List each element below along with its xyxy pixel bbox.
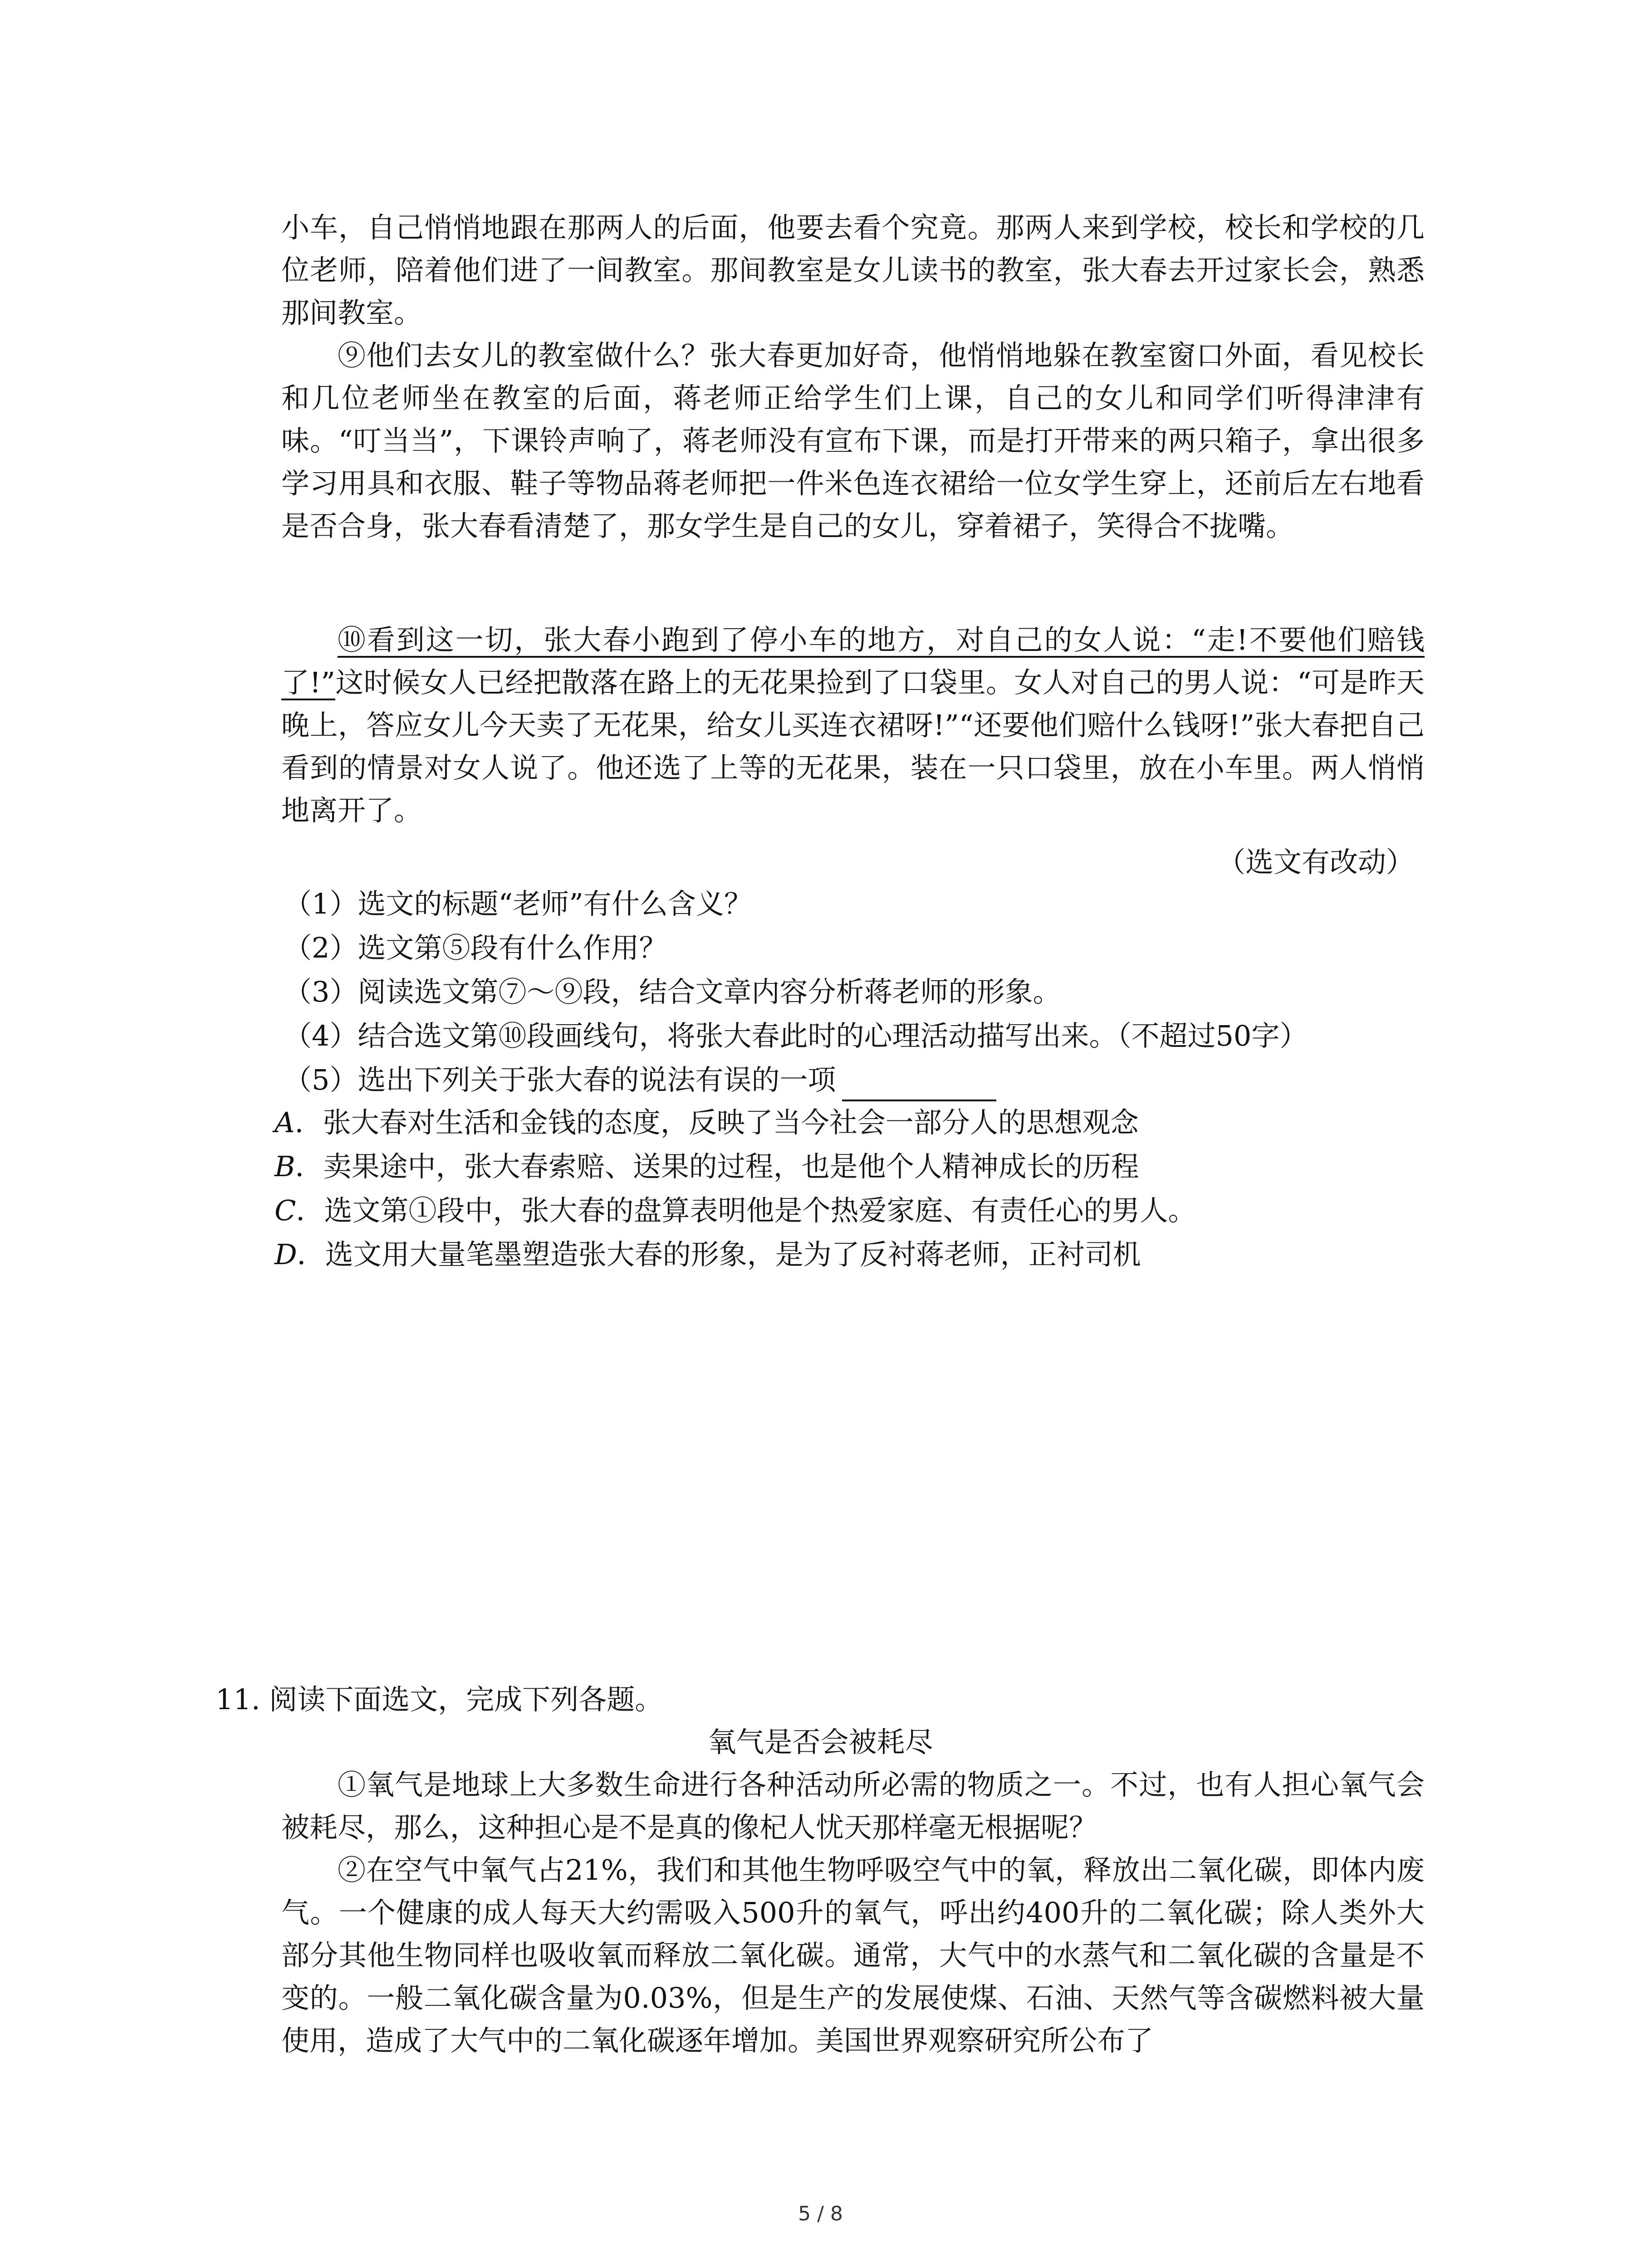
option-d	[274, 1233, 1141, 1276]
option-letter: A	[274, 1106, 295, 1139]
option-text: ．选文用大量笔墨塑造张大春的形象，是为了反衬蒋老师，正衬司机	[297, 1238, 1141, 1271]
option-letter: D	[274, 1238, 297, 1271]
page-number: 5 / 8	[798, 2202, 843, 2225]
answer-blank	[842, 1072, 996, 1101]
option-c	[274, 1189, 1196, 1232]
option-text: ．卖果途中，张大春索赔、送果的过程，也是他个人精神成长的历程	[295, 1150, 1139, 1183]
source-note	[1217, 841, 1414, 884]
option-b	[274, 1145, 1139, 1188]
option-a	[274, 1101, 1139, 1144]
question-5	[284, 1059, 996, 1101]
story-paragraph-text: 小车，自己悄悄地跟在那两人的后面，他要去看个究竟。那两人来到学校，校长和学校的几位老师，陪着他们进了一间教室。那间教室是女儿读书的教室，张大春去开过家长会，熟悉那间教室。	[281, 211, 1425, 329]
story-paragraph-continued	[281, 206, 1425, 334]
question-4: （4）结合选文第⑩段画线句，将张大春此时的心理活动描写出来。（不超过50字）	[284, 1019, 1308, 1052]
source-note-text: （选文有改动）	[1217, 846, 1414, 879]
option-text: ．选文第①段中，张大春的盘算表明他是个热爱家庭、有责任心的男人。	[296, 1194, 1196, 1227]
question-5-text: （5）选出下列关于张大春的说法有误的一项	[284, 1063, 836, 1096]
story-paragraph-text: ⑨他们去女儿的教室做什么？张大春更加好奇，他悄悄地躲在教室窗口外面，看见校长和几位老师坐在教室的后面，蒋老师正给学生们上课，自己的女儿和同学们听得津津有味。“叮当当”，下课铃声响了，蒋老师没有宣布下课，而是打开带来的两只箱子，拿出很多学习用具和衣服、鞋子等物品蒋老师把一件米色连衣裙给一位女学生穿上，还前后左右地看是否合身，张大春看清楚了，那女学生是自己的女儿，穿着裙子，笑得合不拢嘴。	[281, 339, 1425, 543]
question-11-prompt: 11. 阅读下面选文，完成下列各题。	[216, 1683, 663, 1716]
passage-title: 氧气是否会被耗尽	[708, 1725, 933, 1759]
question-3: （3）阅读选文第⑦～⑨段，结合文章内容分析蒋老师的形象。	[284, 975, 1061, 1008]
option-letter: B	[274, 1150, 295, 1183]
option-text: ．张大春对生活和金钱的态度，反映了当今社会一部分人的思想观念	[294, 1106, 1139, 1139]
story-paragraph-9	[281, 334, 1425, 547]
question-1: （1）选文的标题“老师”有什么含义？	[284, 887, 752, 920]
passage-paragraph-text: ①氧气是地球上大多数生命进行各种活动所必需的物质之一。不过，也有人担心氧气会被耗尽，那么，这种担心是不是真的像杞人忧天那样毫无根据呢？	[281, 1768, 1425, 1844]
underlined-sentence: ⑩看到这一切，张大春小跑到了停小车的地方，对自己的女人说：“走!不要他们赔钱了!”	[281, 623, 1425, 699]
question-2: （2）选文第⑤段有什么作用？	[284, 931, 667, 964]
story-paragraph-10	[281, 619, 1425, 832]
passage-paragraph-text: ②在空气中氧气占21%，我们和其他生物呼吸空气中的氧，释放出二氧化碳，即体内废气。一个健康的成人每天大约需吸入500升的氧气，呼出约400升的二氧化碳；除人类外大部分其他生物同样也吸收氧而释放二氧化碳。通常，大气中的水蒸气和二氧化碳的含量是不变的。一般二氧化碳含量为0.03%，但是生产的发展使煤、石油、天然气等含碳燃料被大量使用，造成了大气中的二氧化碳逐年增加。美国世界观察研究所公布了	[281, 1853, 1425, 2057]
story-paragraph-text: 这时候女人已经把散落在路上的无花果捡到了口袋里。女人对自己的男人说：“可是昨天晚上，答应女儿今天卖了无花果，给女儿买连衣裙呀!”“还要他们赔什么钱呀!”张大春把自己看到的情景对女人说了。他还选了上等的无花果，装在一只口袋里，放在小车里。两人悄悄地离开了。	[281, 666, 1425, 827]
option-letter: C	[274, 1194, 296, 1227]
passage-paragraph-2	[281, 1849, 1425, 2062]
passage-paragraph-1	[281, 1764, 1425, 1849]
